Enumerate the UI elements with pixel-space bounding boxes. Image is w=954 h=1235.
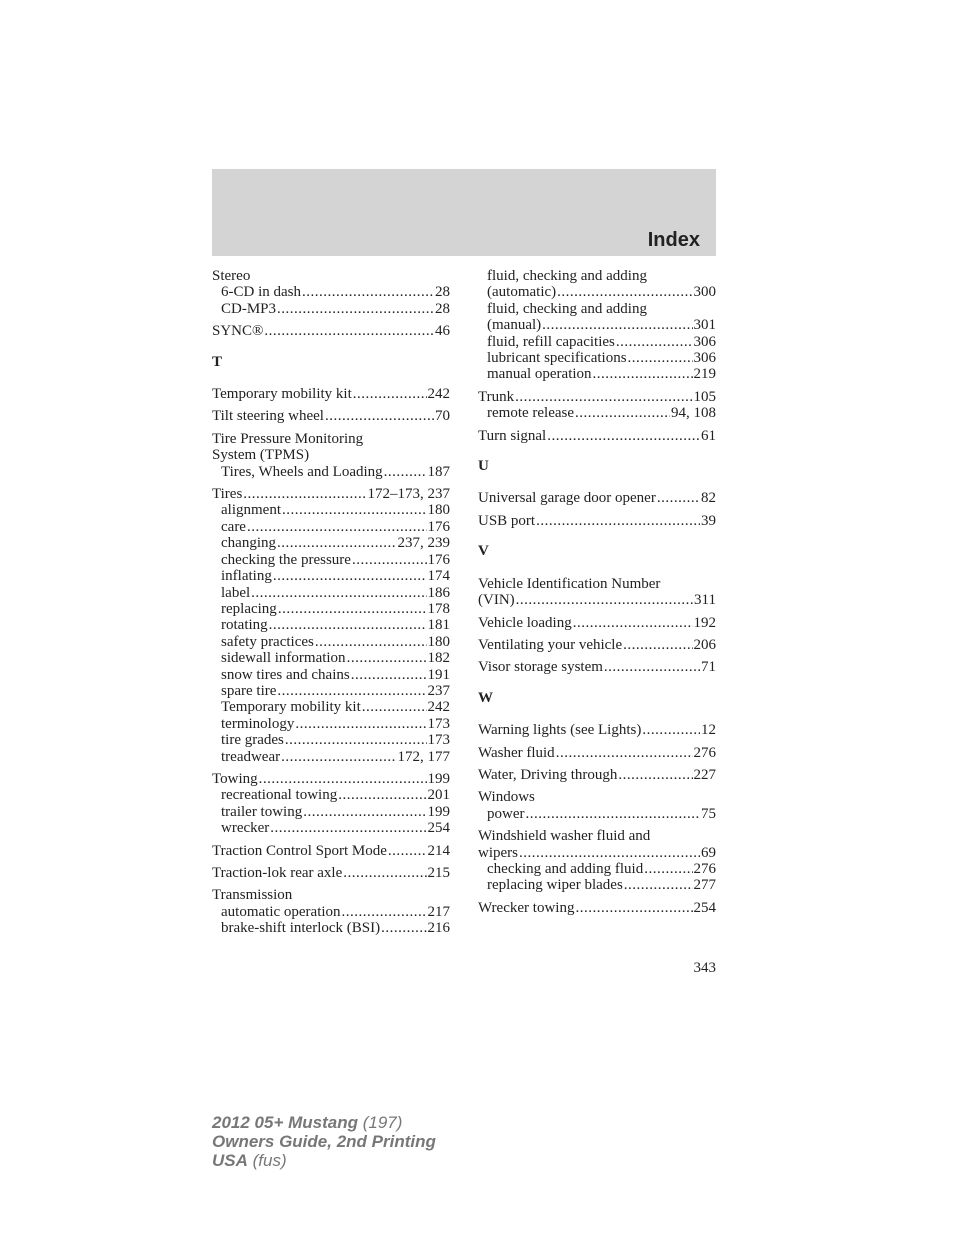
- dot-leader: [303, 804, 426, 820]
- entry-text: (VIN): [478, 592, 515, 609]
- dot-leader: [270, 820, 426, 836]
- entry-text: fluid, checking and adding: [487, 300, 647, 317]
- page-reference: 237, 239: [397, 535, 450, 552]
- entry-text: Tilt steering wheel: [212, 408, 324, 425]
- index-subentry: [212, 920, 450, 936]
- index-term: [478, 745, 716, 761]
- index-subentry: [478, 806, 716, 822]
- page-reference: 69: [701, 844, 716, 861]
- dot-leader: [342, 904, 427, 920]
- index-entry: [478, 513, 716, 529]
- index-term: [212, 431, 450, 447]
- entry-text: Turn signal: [478, 427, 547, 444]
- page-reference: 105: [693, 388, 716, 405]
- entry-text: Washer fluid: [478, 744, 555, 761]
- index-term: [478, 637, 716, 653]
- entry-text: Vehicle loading: [478, 614, 572, 631]
- index-entry: [212, 486, 450, 765]
- index-subentry: [212, 667, 450, 683]
- index-subentry: [212, 904, 450, 920]
- page-reference: 276: [693, 744, 716, 761]
- entry-text: lubricant specifications: [487, 350, 627, 367]
- page-reference: 61: [701, 427, 716, 444]
- footer-market-code: (fus): [252, 1151, 287, 1170]
- entry-text: treadwear: [221, 748, 281, 765]
- index-term: [212, 865, 450, 881]
- dot-leader: [264, 323, 434, 339]
- page-reference: 242: [427, 699, 450, 716]
- dot-leader: [277, 535, 397, 551]
- index-term: [212, 486, 450, 502]
- index-subentry: [212, 519, 450, 535]
- page-reference: 28: [435, 284, 450, 301]
- dot-leader: [573, 615, 693, 631]
- entry-text: CD-MP3: [221, 300, 277, 317]
- dot-leader: [362, 699, 427, 715]
- entry-text: Windows: [478, 789, 535, 806]
- index-subentry: [212, 301, 450, 317]
- index-term: [478, 722, 716, 738]
- dot-leader: [285, 732, 427, 748]
- page-reference: 276: [693, 860, 716, 877]
- dot-leader: [273, 568, 427, 584]
- page-reference: 173: [427, 715, 450, 732]
- index-entry: [212, 386, 450, 402]
- index-entry: [212, 865, 450, 881]
- dot-leader: [657, 490, 700, 506]
- page-reference: 182: [427, 650, 450, 667]
- dot-leader: [575, 900, 692, 916]
- entry-text: Ventilating your vehicle: [478, 636, 623, 653]
- index-entry: [478, 389, 716, 422]
- index-entry: [478, 789, 716, 822]
- dot-leader: [593, 366, 693, 382]
- section-letter: V: [478, 543, 489, 560]
- entry-text: terminology: [221, 715, 295, 732]
- footer-model-code: (197): [362, 1113, 403, 1132]
- index-subentry: [478, 877, 716, 893]
- page-reference: 187: [427, 463, 450, 480]
- entry-text: Warning lights (see Lights): [478, 722, 642, 739]
- index-term: [478, 490, 716, 506]
- index-subentry: [212, 502, 450, 518]
- index-term: [478, 592, 716, 608]
- entry-text: recreational towing: [221, 787, 338, 804]
- dot-leader: [536, 513, 700, 529]
- index-subentry: [478, 405, 716, 421]
- entry-text: Vehicle Identification Number: [478, 575, 661, 592]
- index-subentry: [478, 301, 716, 317]
- dot-leader: [325, 408, 434, 424]
- entry-text: Temporary mobility kit: [221, 699, 361, 716]
- index-subentry: [212, 787, 450, 803]
- footer-line-guide: [212, 1132, 436, 1151]
- dot-leader: [381, 920, 426, 936]
- index-entry: [478, 722, 716, 738]
- index-term: [478, 428, 716, 444]
- index-entry: [212, 771, 450, 837]
- dot-leader: [556, 745, 693, 761]
- entry-text: checking and adding fluid: [487, 860, 644, 877]
- index-term: [478, 789, 716, 805]
- page-reference: 227: [693, 766, 716, 783]
- page-reference: 301: [693, 317, 716, 334]
- index-term: [478, 900, 716, 916]
- page-reference: 178: [427, 600, 450, 617]
- index-term: [478, 828, 716, 844]
- entry-text: (manual): [487, 317, 542, 334]
- page-reference: 28: [435, 300, 450, 317]
- page-reference: 94, 108: [671, 405, 716, 422]
- dot-leader: [642, 722, 700, 738]
- dot-leader: [547, 428, 700, 444]
- index-subentry: [212, 464, 450, 480]
- entry-text: manual operation: [487, 366, 592, 383]
- dot-leader: [515, 389, 692, 405]
- dot-leader: [616, 334, 693, 350]
- section-letter: W: [478, 689, 493, 706]
- index-entry: [478, 615, 716, 631]
- page-reference: 306: [693, 350, 716, 367]
- index-entry: [478, 767, 716, 783]
- dot-leader: [604, 659, 700, 675]
- dot-leader: [384, 464, 427, 480]
- entry-text: Temporary mobility kit: [212, 386, 352, 403]
- index-entry: [478, 745, 716, 761]
- index-subentry: [478, 317, 716, 333]
- index-subentry: [212, 552, 450, 568]
- page-reference: 192: [693, 614, 716, 631]
- footer-line-market: [212, 1151, 436, 1170]
- page-reference: 217: [427, 903, 450, 920]
- index-subentry: [478, 366, 716, 382]
- index-term: [212, 771, 450, 787]
- entry-text: remote release: [487, 405, 575, 422]
- entry-text: Visor storage system: [478, 659, 603, 676]
- entry-text: wipers: [478, 844, 518, 861]
- index-subentry: [212, 716, 450, 732]
- entry-text: wrecker: [221, 820, 270, 837]
- footer: [212, 1113, 436, 1170]
- dot-leader: [281, 749, 396, 765]
- dot-leader: [282, 502, 427, 518]
- page-reference: 219: [693, 366, 716, 383]
- index-term: [212, 408, 450, 424]
- index-term: [478, 659, 716, 675]
- page-reference: 191: [427, 666, 450, 683]
- index-entry: [212, 408, 450, 424]
- page-reference: 237: [427, 682, 450, 699]
- index-subentry: [478, 268, 716, 284]
- page-reference: 201: [427, 787, 450, 804]
- entry-text: Water, Driving through: [478, 766, 618, 783]
- index-term: [212, 447, 450, 463]
- entry-text: label: [221, 584, 251, 601]
- entry-text: (automatic): [487, 284, 557, 301]
- section-letter: T: [212, 353, 223, 370]
- page-reference: 71: [701, 659, 716, 676]
- page-reference: 199: [427, 803, 450, 820]
- dot-leader: [557, 284, 692, 300]
- entry-text: System (TPMS): [212, 447, 310, 464]
- entry-text: checking the pressure: [221, 551, 351, 568]
- index-entry: [212, 323, 450, 339]
- index-subentry: [212, 585, 450, 601]
- page-reference: 176: [427, 518, 450, 535]
- entry-text: Wrecker towing: [478, 899, 575, 916]
- entry-text: changing: [221, 535, 276, 552]
- dot-leader: [624, 877, 693, 893]
- index-subentry: [212, 284, 450, 300]
- page-reference: 242: [427, 386, 450, 403]
- index-subentry: [212, 749, 450, 765]
- page-reference: 206: [693, 636, 716, 653]
- index-term: [478, 615, 716, 631]
- entry-text: Towing: [212, 770, 258, 787]
- entry-text: safety practices: [221, 633, 314, 650]
- dot-leader: [575, 405, 670, 421]
- index-subentry: [212, 634, 450, 650]
- page-reference: 174: [427, 568, 450, 585]
- entry-text: Tires: [212, 486, 243, 503]
- entry-text: fluid, refill capacities: [487, 333, 615, 350]
- page-number: 343: [693, 960, 716, 976]
- footer-guide: Owners Guide, 2nd Printing: [212, 1132, 436, 1151]
- entry-text: Trunk: [478, 388, 515, 405]
- index-entry: [478, 268, 716, 383]
- entry-text: Tire Pressure Monitoring: [212, 430, 364, 447]
- page-reference: 277: [693, 877, 716, 894]
- index-term: [212, 887, 450, 903]
- index-subentry: [212, 650, 450, 666]
- page-reference: 181: [427, 617, 450, 634]
- entry-text: Traction-lok rear axle: [212, 865, 343, 881]
- dot-leader: [352, 552, 427, 568]
- index-subentry: [212, 617, 450, 633]
- index-subentry: [212, 820, 450, 836]
- index-term: [212, 386, 450, 402]
- dot-leader: [269, 617, 427, 633]
- entry-text: inflating: [221, 568, 272, 585]
- page-reference: 70: [435, 408, 450, 425]
- index-entry: [478, 428, 716, 444]
- page-reference: 214: [427, 842, 450, 859]
- dot-leader: [519, 845, 700, 861]
- dot-leader: [278, 601, 427, 617]
- page-reference: 254: [427, 820, 450, 837]
- index-subentry: [212, 732, 450, 748]
- entry-text: Universal garage door opener: [478, 490, 656, 507]
- page-reference: 75: [701, 805, 716, 822]
- page-reference: 12: [701, 722, 716, 739]
- entry-text: fluid, checking and adding: [487, 268, 647, 284]
- entry-text: SYNC®: [212, 323, 264, 340]
- dot-leader: [526, 806, 701, 822]
- entry-text: automatic operation: [221, 903, 341, 920]
- index-entry: [478, 576, 716, 609]
- page-reference: 306: [693, 333, 716, 350]
- page-reference: 311: [694, 592, 716, 609]
- dot-leader: [542, 317, 692, 333]
- index-subentry: [478, 861, 716, 877]
- index-term: [478, 767, 716, 783]
- dot-leader: [247, 519, 427, 535]
- dot-leader: [277, 683, 426, 699]
- dot-leader: [388, 843, 427, 859]
- dot-leader: [618, 767, 692, 783]
- index-term: [212, 843, 450, 859]
- entry-text: Windshield washer fluid and: [478, 828, 651, 845]
- entry-text: Tires, Wheels and Loading: [221, 463, 383, 480]
- dot-leader: [338, 787, 426, 803]
- entry-text: trailer towing: [221, 803, 303, 820]
- dot-leader: [315, 634, 427, 650]
- index-entry: [478, 490, 716, 506]
- page-reference: 215: [427, 865, 450, 881]
- index-subentry: [478, 284, 716, 300]
- page-reference: 82: [701, 490, 716, 507]
- dot-leader: [302, 284, 434, 300]
- index-entry: [212, 887, 450, 936]
- dot-leader: [353, 386, 427, 402]
- entry-text: spare tire: [221, 682, 277, 699]
- page-reference: 300: [693, 284, 716, 301]
- entry-text: USB port: [478, 512, 536, 529]
- entry-text: replacing: [221, 600, 277, 617]
- section-letter: U: [478, 458, 489, 475]
- index-entry: [212, 268, 450, 317]
- index-subentry: [212, 683, 450, 699]
- dot-leader: [251, 585, 426, 601]
- dot-leader: [516, 592, 693, 608]
- dot-leader: [295, 716, 426, 732]
- page-reference: 176: [427, 551, 450, 568]
- dot-leader: [351, 667, 427, 683]
- dot-leader: [347, 650, 427, 666]
- index-subentry: [478, 350, 716, 366]
- entry-text: rotating: [221, 617, 268, 634]
- index-term: [478, 576, 716, 592]
- page-reference: 173: [427, 732, 450, 749]
- entry-text: replacing wiper blades: [487, 877, 623, 894]
- index-entry: [478, 637, 716, 653]
- index-term: [478, 513, 716, 529]
- entry-text: care: [221, 518, 246, 535]
- index-column-right: [478, 268, 716, 922]
- index-subentry: [212, 804, 450, 820]
- entry-text: alignment: [221, 502, 281, 519]
- page-reference: 216: [427, 920, 450, 937]
- index-column-left: [212, 268, 450, 943]
- page-reference: 172, 177: [397, 748, 450, 765]
- page-reference: 180: [427, 633, 450, 650]
- entry-text: Stereo: [212, 268, 251, 284]
- index-term: [212, 323, 450, 339]
- index-entry: [478, 900, 716, 916]
- dot-leader: [259, 771, 427, 787]
- page-reference: 39: [701, 512, 716, 529]
- footer-market: USA: [212, 1151, 248, 1170]
- footer-line-model: [212, 1113, 436, 1132]
- entry-text: brake-shift interlock (BSI): [221, 920, 381, 937]
- index-entry: [212, 843, 450, 859]
- index-entry: [212, 431, 450, 480]
- dot-leader: [277, 301, 434, 317]
- entry-text: tire grades: [221, 732, 284, 749]
- entry-text: Transmission: [212, 887, 293, 904]
- page-title: Index: [647, 229, 700, 251]
- dot-leader: [623, 637, 692, 653]
- dot-leader: [644, 861, 692, 877]
- page-reference: 172–173, 237: [367, 486, 450, 503]
- page-reference: 186: [427, 584, 450, 601]
- index-term: [212, 268, 450, 284]
- footer-model: 2012 05+ Mustang: [212, 1113, 358, 1132]
- index-subentry: [478, 334, 716, 350]
- dot-leader: [243, 486, 366, 502]
- entry-text: 6-CD in dash: [221, 284, 301, 301]
- entry-text: sidewall information: [221, 650, 346, 667]
- index-subentry: [212, 601, 450, 617]
- index-entry: [478, 659, 716, 675]
- page-reference: 46: [435, 323, 450, 340]
- page-reference: 199: [427, 770, 450, 787]
- index-subentry: [212, 535, 450, 551]
- entry-text: power: [487, 805, 525, 822]
- page-reference: 180: [427, 502, 450, 519]
- page-reference: 254: [693, 899, 716, 916]
- index-subentry: [212, 699, 450, 715]
- header-band: [212, 169, 716, 256]
- index-entry: [478, 828, 716, 894]
- index-subentry: [212, 568, 450, 584]
- index-term: [478, 845, 716, 861]
- entry-text: Traction Control Sport Mode: [212, 842, 387, 859]
- dot-leader: [343, 865, 426, 881]
- index-term: [478, 389, 716, 405]
- dot-leader: [628, 350, 693, 366]
- entry-text: snow tires and chains: [221, 666, 350, 683]
